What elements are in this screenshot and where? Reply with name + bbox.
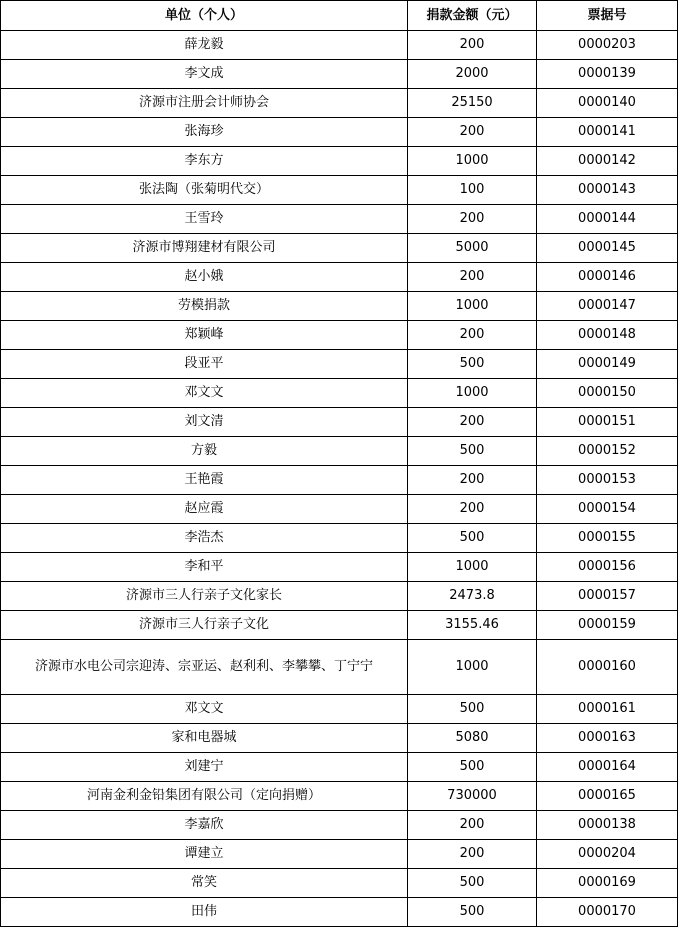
donation-amount-cell: 200 bbox=[408, 31, 537, 60]
donation-amount-cell: 500 bbox=[408, 753, 537, 782]
donor-name-cell: 邓文文 bbox=[1, 379, 408, 408]
table-row bbox=[1, 89, 678, 118]
receipt-number-cell: 0000145 bbox=[537, 234, 678, 263]
donor-name-cell: 济源市注册会计师协会 bbox=[1, 89, 408, 118]
table-row bbox=[1, 582, 678, 611]
table-row bbox=[1, 495, 678, 524]
donor-name-cell: 家和电器城 bbox=[1, 724, 408, 753]
receipt-number-cell: 0000156 bbox=[537, 553, 678, 582]
table-row bbox=[1, 782, 678, 811]
donor-name-cell: 济源市三人行亲子文化家长 bbox=[1, 582, 408, 611]
receipt-number-cell: 0000150 bbox=[537, 379, 678, 408]
header-receipt: 票据号 bbox=[537, 1, 678, 31]
donation-amount-cell: 500 bbox=[408, 437, 537, 466]
table-row bbox=[1, 437, 678, 466]
donor-name-cell: 济源市三人行亲子文化 bbox=[1, 611, 408, 640]
donation-amount-cell: 200 bbox=[408, 408, 537, 437]
donation-amount-cell: 200 bbox=[408, 840, 537, 869]
receipt-number-cell: 0000143 bbox=[537, 176, 678, 205]
donation-amount-cell: 200 bbox=[408, 205, 537, 234]
receipt-number-cell: 0000152 bbox=[537, 437, 678, 466]
donation-amount-cell: 3155.46 bbox=[408, 611, 537, 640]
donation-amount-cell: 200 bbox=[408, 811, 537, 840]
donor-name-cell: 刘文清 bbox=[1, 408, 408, 437]
receipt-number-cell: 0000138 bbox=[537, 811, 678, 840]
donor-name-cell: 邓文文 bbox=[1, 695, 408, 724]
receipt-number-cell: 0000170 bbox=[537, 898, 678, 927]
header-unit: 单位（个人） bbox=[1, 1, 408, 31]
receipt-number-cell: 0000147 bbox=[537, 292, 678, 321]
table-row bbox=[1, 695, 678, 724]
donor-name-cell: 张海珍 bbox=[1, 118, 408, 147]
donor-name-cell: 方毅 bbox=[1, 437, 408, 466]
table-row bbox=[1, 640, 678, 695]
donation-amount-cell: 500 bbox=[408, 869, 537, 898]
donor-name-cell: 赵小娥 bbox=[1, 263, 408, 292]
table-row bbox=[1, 466, 678, 495]
donor-name-cell: 刘建宁 bbox=[1, 753, 408, 782]
donation-amount-cell: 500 bbox=[408, 524, 537, 553]
donation-amount-cell: 1000 bbox=[408, 379, 537, 408]
donor-name-cell: 济源市博翔建材有限公司 bbox=[1, 234, 408, 263]
receipt-number-cell: 0000157 bbox=[537, 582, 678, 611]
receipt-number-cell: 0000149 bbox=[537, 350, 678, 379]
donor-name-cell: 王艳霞 bbox=[1, 466, 408, 495]
donor-name-cell: 常笑 bbox=[1, 869, 408, 898]
receipt-number-cell: 0000140 bbox=[537, 89, 678, 118]
table-row bbox=[1, 31, 678, 60]
donation-amount-cell: 200 bbox=[408, 118, 537, 147]
table-row bbox=[1, 524, 678, 553]
table-row bbox=[1, 408, 678, 437]
donor-name-cell: 郑颖峰 bbox=[1, 321, 408, 350]
receipt-number-cell: 0000151 bbox=[537, 408, 678, 437]
receipt-number-cell: 0000161 bbox=[537, 695, 678, 724]
table-row bbox=[1, 379, 678, 408]
donor-name-cell: 王雪玲 bbox=[1, 205, 408, 234]
donor-name-cell: 赵应霞 bbox=[1, 495, 408, 524]
donation-amount-cell: 200 bbox=[408, 263, 537, 292]
table-row bbox=[1, 724, 678, 753]
donation-amount-cell: 1000 bbox=[408, 292, 537, 321]
donor-name-cell: 济源市水电公司宗迎涛、宗亚运、赵利利、李攀攀、丁宁宁 bbox=[1, 640, 408, 695]
donation-amount-cell: 200 bbox=[408, 495, 537, 524]
donation-amount-cell: 1000 bbox=[408, 553, 537, 582]
table-row bbox=[1, 60, 678, 89]
header-row bbox=[1, 1, 678, 31]
receipt-number-cell: 0000148 bbox=[537, 321, 678, 350]
donation-amount-cell: 200 bbox=[408, 321, 537, 350]
receipt-number-cell: 0000139 bbox=[537, 60, 678, 89]
receipt-number-cell: 0000142 bbox=[537, 147, 678, 176]
donation-amount-cell: 500 bbox=[408, 695, 537, 724]
donor-name-cell: 谭建立 bbox=[1, 840, 408, 869]
table-row bbox=[1, 840, 678, 869]
table-row bbox=[1, 811, 678, 840]
header-amount: 捐款金额（元） bbox=[408, 1, 537, 31]
receipt-number-cell: 0000153 bbox=[537, 466, 678, 495]
donation-amount-cell: 730000 bbox=[408, 782, 537, 811]
donor-name-cell: 李文成 bbox=[1, 60, 408, 89]
table-row bbox=[1, 753, 678, 782]
table-row bbox=[1, 176, 678, 205]
donor-name-cell: 李浩杰 bbox=[1, 524, 408, 553]
donor-name-cell: 李嘉欣 bbox=[1, 811, 408, 840]
donor-name-cell: 薛龙毅 bbox=[1, 31, 408, 60]
receipt-number-cell: 0000155 bbox=[537, 524, 678, 553]
table-row bbox=[1, 118, 678, 147]
receipt-number-cell: 0000164 bbox=[537, 753, 678, 782]
receipt-number-cell: 0000154 bbox=[537, 495, 678, 524]
donor-name-cell: 河南金利金铅集团有限公司（定向捐赠） bbox=[1, 782, 408, 811]
receipt-number-cell: 0000159 bbox=[537, 611, 678, 640]
donor-name-cell: 张法陶（张菊明代交） bbox=[1, 176, 408, 205]
donation-amount-cell: 500 bbox=[408, 350, 537, 379]
table-row bbox=[1, 350, 678, 379]
receipt-number-cell: 0000141 bbox=[537, 118, 678, 147]
donor-name-cell: 李和平 bbox=[1, 553, 408, 582]
donor-name-cell: 田伟 bbox=[1, 898, 408, 927]
table-body bbox=[1, 31, 678, 927]
receipt-number-cell: 0000146 bbox=[537, 263, 678, 292]
receipt-number-cell: 0000163 bbox=[537, 724, 678, 753]
donation-amount-cell: 5080 bbox=[408, 724, 537, 753]
donor-name-cell: 劳模捐款 bbox=[1, 292, 408, 321]
receipt-number-cell: 0000144 bbox=[537, 205, 678, 234]
donation-amount-cell: 1000 bbox=[408, 640, 537, 695]
receipt-number-cell: 0000165 bbox=[537, 782, 678, 811]
donor-name-cell: 李东方 bbox=[1, 147, 408, 176]
donation-amount-cell: 1000 bbox=[408, 147, 537, 176]
table-row bbox=[1, 553, 678, 582]
receipt-number-cell: 0000169 bbox=[537, 869, 678, 898]
table-row bbox=[1, 147, 678, 176]
donation-amount-cell: 200 bbox=[408, 466, 537, 495]
donation-amount-cell: 100 bbox=[408, 176, 537, 205]
table-row bbox=[1, 292, 678, 321]
receipt-number-cell: 0000204 bbox=[537, 840, 678, 869]
table-row bbox=[1, 898, 678, 927]
table-row bbox=[1, 263, 678, 292]
donation-amount-cell: 25150 bbox=[408, 89, 537, 118]
receipt-number-cell: 0000203 bbox=[537, 31, 678, 60]
receipt-number-cell: 0000160 bbox=[537, 640, 678, 695]
donation-amount-cell: 2000 bbox=[408, 60, 537, 89]
table-row bbox=[1, 611, 678, 640]
table-row bbox=[1, 234, 678, 263]
donation-amount-cell: 2473.8 bbox=[408, 582, 537, 611]
table-row bbox=[1, 205, 678, 234]
donor-name-cell: 段亚平 bbox=[1, 350, 408, 379]
donation-amount-cell: 500 bbox=[408, 898, 537, 927]
table-row bbox=[1, 321, 678, 350]
donation-amount-cell: 5000 bbox=[408, 234, 537, 263]
table-row bbox=[1, 869, 678, 898]
